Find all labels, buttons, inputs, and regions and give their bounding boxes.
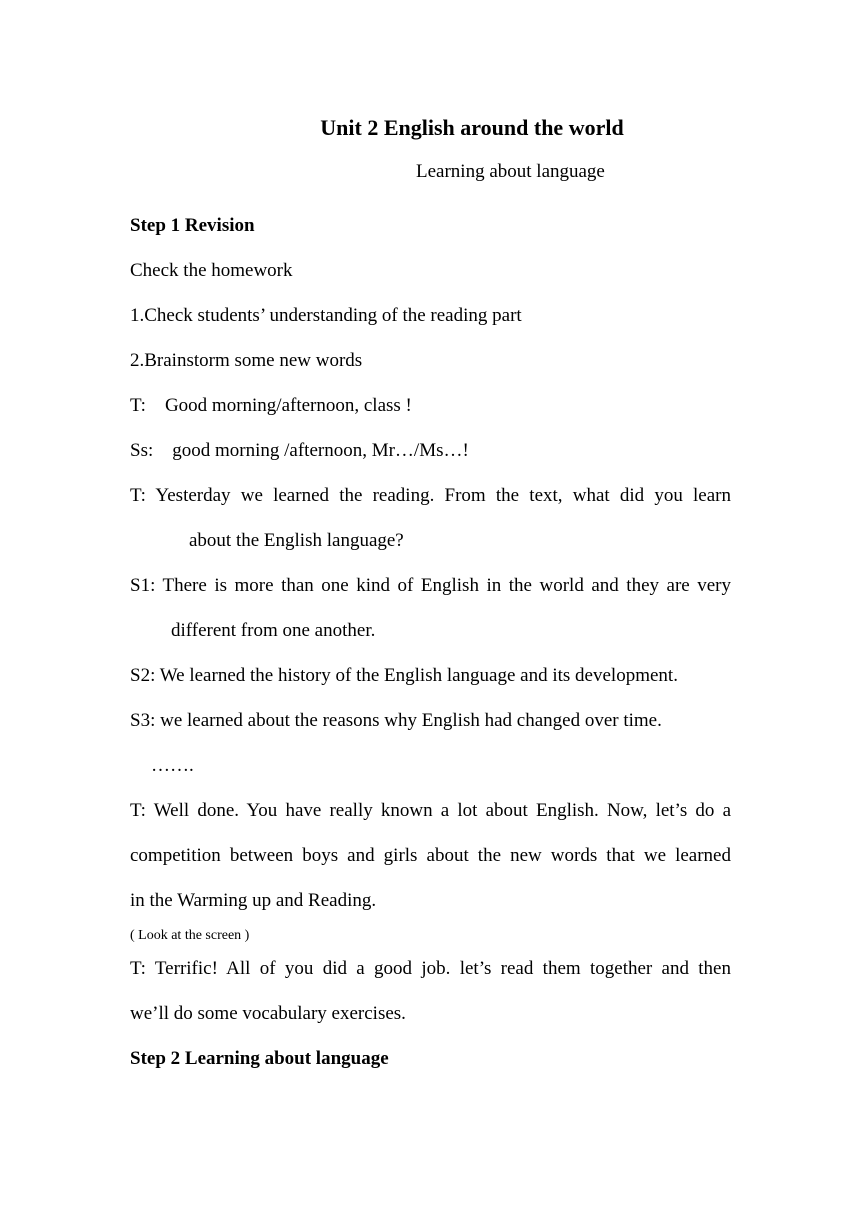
teacher-yesterday-line2: about the English language? (189, 530, 404, 551)
teacher-welldone-line2: competition between boys and girls about the new words that we learned (130, 845, 731, 866)
teacher-yesterday-line1: T: Yesterday we learned the reading. From the text, what did you learn (130, 485, 731, 506)
teacher-terrific-line1: T: Terrific! All of you did a good job. let’s read them together and then (130, 958, 731, 979)
step1-heading: Step 1 Revision (130, 215, 255, 236)
ellipsis-text: ……. (151, 755, 194, 776)
look-at-screen-note: ( Look at the screen ) (130, 928, 250, 943)
item-2-text: 2.Brainstorm some new words (130, 350, 363, 371)
s3-line: S3: we learned about the reasons why English had changed over time. (130, 710, 662, 731)
step2-heading: Step 2 Learning about language (130, 1048, 389, 1069)
check-homework-text: Check the homework (130, 260, 293, 281)
teacher-greeting: T: Good morning/afternoon, class ! (130, 395, 412, 416)
teacher-welldone-line3: in the Warming up and Reading. (130, 890, 377, 911)
s1-line1: S1: There is more than one kind of English in the world and they are very (130, 575, 731, 596)
s1-line2: different from one another. (171, 620, 376, 641)
s2-line: S2: We learned the history of the English language and its development. (130, 665, 678, 686)
students-greeting: Ss: good morning /afternoon, Mr…/Ms…! (130, 440, 469, 461)
page-title: Unit 2 English around the world (320, 115, 624, 140)
item-1-text: 1.Check students’ understanding of the reading part (130, 305, 522, 326)
page-subtitle: Learning about language (416, 161, 605, 182)
teacher-terrific-line2: we’ll do some vocabulary exercises. (130, 1003, 406, 1024)
teacher-welldone-line1: T: Well done. You have really known a lot about English. Now, let’s do a (130, 800, 731, 821)
